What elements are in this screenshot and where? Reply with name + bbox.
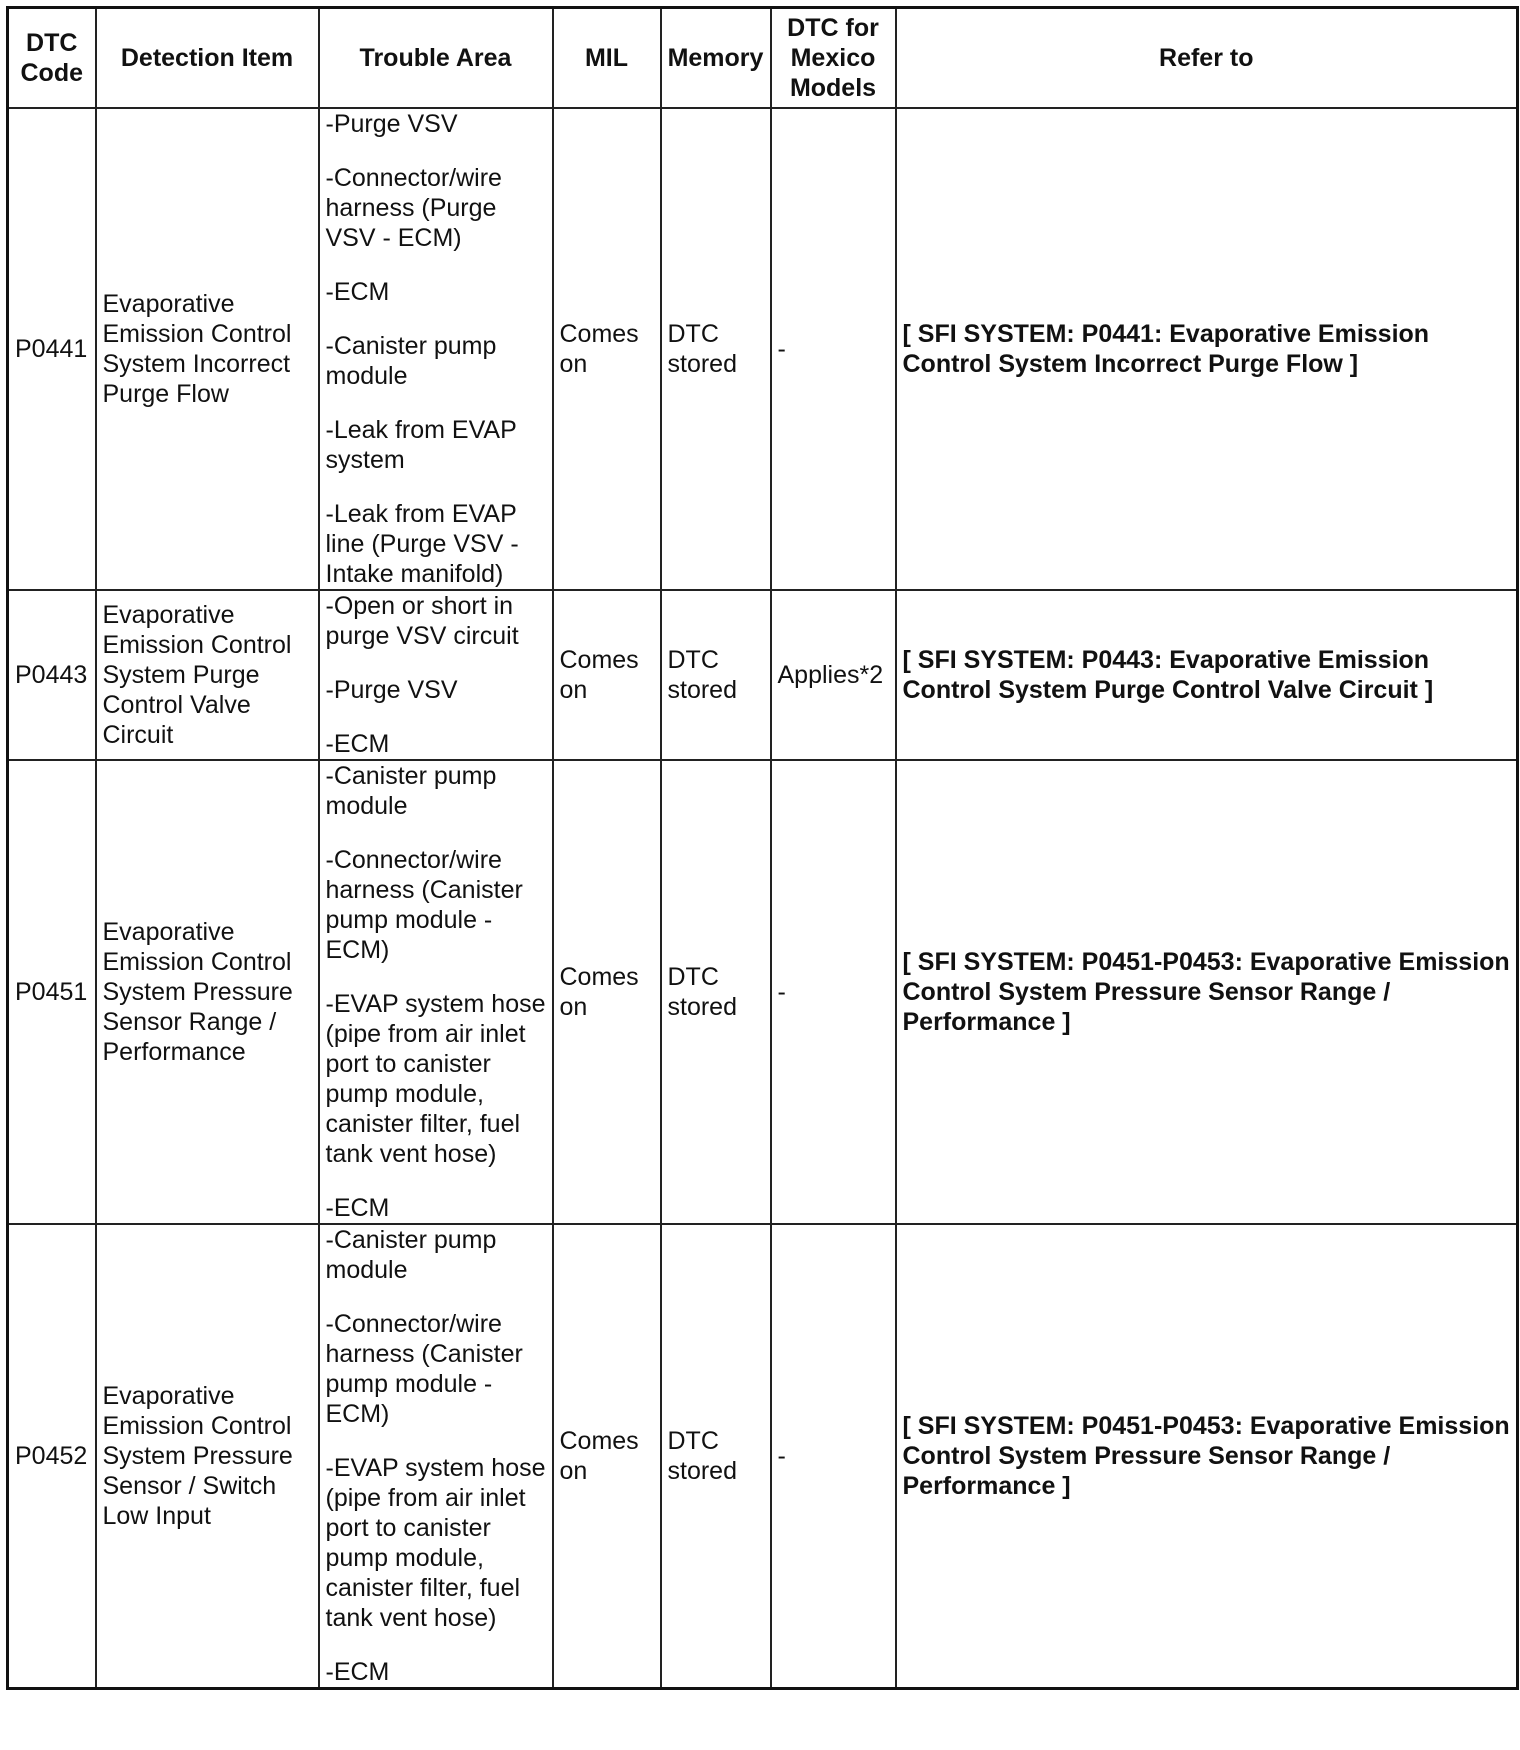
header-refer-to: Refer to — [896, 8, 1518, 109]
detection-item: Evaporative Emission Control System Purge Control Valve Circuit — [96, 590, 319, 760]
trouble-item: -ECM — [325, 1194, 390, 1222]
header-dtc-code: DTC Code — [8, 8, 96, 109]
refer-link[interactable]: [ SFI SYSTEM: P0443: Evaporative Emission Control System Purge Control Valve Circuit ] — [896, 590, 1518, 760]
mil-status: Comes on — [553, 760, 661, 1224]
mil-status: Comes on — [553, 590, 661, 760]
detection-item: Evaporative Emission Control System Pressure Sensor / Switch Low Input — [96, 1224, 319, 1689]
trouble-item: -ECM — [325, 1658, 390, 1686]
table-row — [8, 760, 1518, 1224]
detection-item: Evaporative Emission Control System Pressure Sensor Range / Performance — [96, 760, 319, 1224]
refer-link[interactable]: [ SFI SYSTEM: P0451-P0453: Evaporative Emission Control System Pressure Sensor Range / Performance ] — [896, 760, 1518, 1224]
trouble-item: -Leak from EVAP line (Purge VSV - Intake manifold) — [325, 500, 519, 588]
trouble-item: -ECM — [325, 278, 390, 306]
mexico-status: - — [771, 108, 896, 590]
dtc-code: P0452 — [8, 1224, 96, 1689]
memory-status: DTC stored — [661, 590, 771, 760]
trouble-item: -Canister pump module — [325, 1226, 497, 1284]
dtc-code: P0441 — [8, 108, 96, 590]
dtc-code: P0451 — [8, 760, 96, 1224]
mexico-status: - — [771, 1224, 896, 1689]
table-row — [8, 108, 1518, 590]
table-row — [8, 590, 1518, 760]
memory-status: DTC stored — [661, 1224, 771, 1689]
trouble-area — [319, 590, 553, 760]
mexico-status: Applies*2 — [771, 590, 896, 760]
trouble-item: -Canister pump module — [325, 332, 497, 390]
trouble-item: -Connector/wire harness (Canister pump module - ECM) — [325, 846, 523, 964]
header-detection-item: Detection Item — [96, 8, 319, 109]
header-mexico-models: DTC for Mexico Models — [771, 8, 896, 109]
trouble-item: -EVAP system hose (pipe from air inlet port to canister pump module, canister filter, fuel tank vent hose) — [325, 1454, 546, 1632]
header-mil: MIL — [553, 8, 661, 109]
refer-link[interactable]: [ SFI SYSTEM: P0441: Evaporative Emission Control System Incorrect Purge Flow ] — [896, 108, 1518, 590]
memory-status: DTC stored — [661, 760, 771, 1224]
trouble-area — [319, 1224, 553, 1689]
mil-status: Comes on — [553, 1224, 661, 1689]
header-trouble-area: Trouble Area — [319, 8, 553, 109]
trouble-item: -Open or short in purge VSV circuit — [325, 592, 519, 650]
trouble-item: -Connector/wire harness (Purge VSV - ECM) — [325, 164, 502, 252]
table-row — [8, 1224, 1518, 1689]
trouble-item: -EVAP system hose (pipe from air inlet port to canister pump module, canister filter, fuel tank vent hose) — [325, 990, 546, 1168]
trouble-item: -Leak from EVAP system — [325, 416, 517, 474]
trouble-item: -Purge VSV — [325, 676, 458, 704]
header-row — [8, 8, 1518, 109]
trouble-item: -Connector/wire harness (Canister pump module - ECM) — [325, 1310, 523, 1428]
detection-item: Evaporative Emission Control System Incorrect Purge Flow — [96, 108, 319, 590]
header-memory: Memory — [661, 8, 771, 109]
trouble-item: -ECM — [325, 730, 390, 758]
refer-link[interactable]: [ SFI SYSTEM: P0451-P0453: Evaporative Emission Control System Pressure Sensor Range / Performance ] — [896, 1224, 1518, 1689]
memory-status: DTC stored — [661, 108, 771, 590]
trouble-area — [319, 760, 553, 1224]
trouble-item: -Canister pump module — [325, 762, 497, 820]
dtc-table — [6, 6, 1519, 1690]
dtc-code: P0443 — [8, 590, 96, 760]
mexico-status: - — [771, 760, 896, 1224]
mil-status: Comes on — [553, 108, 661, 590]
trouble-item: -Purge VSV — [325, 110, 458, 138]
trouble-area — [319, 108, 553, 590]
